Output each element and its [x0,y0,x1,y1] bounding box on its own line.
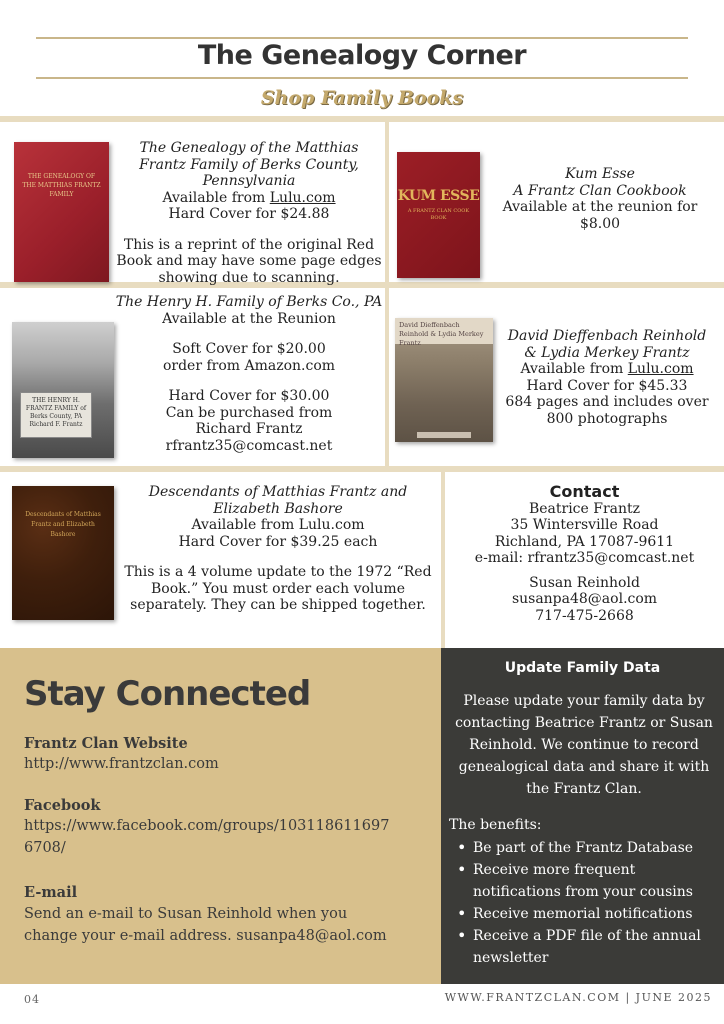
contact-cell [445,472,724,648]
cover-label: THE HENRY H. FRANTZ FAMILY of Berks County, PA Richard F. Frantz [20,392,92,438]
book-info-matthias [114,140,384,286]
books-grid [0,116,724,648]
book-info-kum-esse [485,166,715,232]
stay-connected-title: Stay Connected [24,674,311,714]
website-label: Frantz Clan Website [24,735,188,752]
book-title-2: & Lydia Merkey Frantz [524,344,690,361]
book-cover-matthias [14,142,109,282]
book-title: David Dieffenbach Reinhold [507,328,707,344]
cover-title: KUM ESSE [397,188,480,204]
hard-cover-source: Can be purchased from [165,404,333,421]
contact-city-1: Richland, PA 17087-9611 [494,533,675,550]
contact-block [445,484,724,624]
cover-header: David Dieffenbach Reinhold & Lydia Merkey Frantz [395,318,493,344]
benefit-item: • Receive a PDF file of the annual newsletter [455,925,717,969]
book-subtitle: A Frantz Clan Cookbook [513,182,687,199]
book-price: Hard Cover for $39.25 each [178,533,378,550]
cover-text: THE GENEALOGY OF THE MATTHIAS FRANTZ FAMILY [22,173,101,198]
contact-phone-2: 717-475-2668 [535,607,634,624]
avail-text: Available from [520,361,628,377]
contact-name-1: Beatrice Frantz [528,500,641,517]
contact-title: Contact [549,482,620,501]
book-cover-david [395,318,493,442]
book-pages: 684 pages and includes over 800 photographs [505,394,709,427]
book-cover-henry [12,322,114,458]
book-cell-henry [0,288,385,466]
contact-address-1: 35 Wintersville Road [510,517,659,533]
hard-cover-seller: Richard Frantz [195,421,303,437]
page-title: The Genealogy Corner [197,40,527,71]
contact-name-2: Susan Reinhold [529,574,640,591]
cover-footer [417,432,471,438]
cover-subtitle: A FRANTZ CLAN COOK BOOK [407,208,470,221]
benefits-title: The benefits: [449,817,542,833]
book-title: The Henry H. Family of Berks Co., PA [115,294,383,310]
soft-cover-price: Soft Cover for $20.00 [172,341,326,357]
benefit-item: • Receive memorial notifications [455,903,717,925]
update-text: Please update your family data by contacting Beatrice Frantz or Susan Reinhold. We continue to record genealogical data and share it with the Frantz Clan. [455,693,713,797]
benefits-list [455,837,717,969]
book-info-descendants [120,484,436,614]
book-cover-kum-esse [397,152,480,278]
book-price: Hard Cover for $45.33 [526,377,688,394]
contact-email-1: e-mail: rfrantz35@comcast.net [474,550,695,566]
section-subtitle: Shop Family Books [260,87,464,109]
book-note: This is a reprint of the original Red Book and may have some page edges showing due to scanning. [116,236,382,286]
book-cover-descendants [12,486,114,620]
book-info-david [493,328,721,427]
lulu-link[interactable]: Lulu.com [627,361,694,377]
title-rule [36,77,688,79]
book-availability: Available at the reunion for $8.00 [502,199,698,232]
lulu-link[interactable]: Lulu.com [269,189,336,206]
book-title: Descendants of Matthias Frantz and Elizabeth Bashore [148,484,408,517]
cover-text: Descendants of Matthias Frantz and Elizabeth Bashore [25,511,101,538]
benefit-item: • Be part of the Frantz Database [455,837,717,859]
book-cell-matthias [0,122,385,286]
book-cell-descendants [0,472,441,648]
facebook-label: Facebook [24,797,101,814]
book-cell-david [389,288,724,466]
facebook-url[interactable]: https://www.facebook.com/groups/1031186116976708/ [24,818,390,856]
benefit-item: • Receive more frequent notifications from your cousins [455,859,717,903]
book-availability: Available from Lulu.com [191,517,365,533]
email-text: Send an e-mail to Susan Reinhold when you change your e-mail address. susanpa48@aol.com [24,906,387,944]
book-title: The Genealogy of the Matthias Frantz Family of Berks County, Pennsylvania [139,140,359,189]
page-number: 04 [24,993,40,1006]
book-price: Hard Cover for $24.88 [168,206,330,222]
contact-email-2: susanpa48@aol.com [511,591,658,607]
footer-site: WWW.FRANTZCLAN.COM | JUNE 2025 [444,991,712,1004]
soft-cover-source: order from Amazon.com [162,357,336,374]
avail-text: Available from [162,189,270,206]
book-cell-kum-esse [389,122,724,282]
email-label: E-mail [24,884,78,901]
hard-cover-price: Hard Cover for $30.00 [168,388,330,404]
seller-email: rfrantz35@comcast.net [165,437,333,454]
book-info-henry [114,294,384,454]
book-availability [493,361,721,378]
website-url[interactable]: http://www.frantzclan.com [24,756,219,772]
book-availability [114,190,384,207]
book-title: Kum Esse [565,166,635,182]
top-rule [36,37,688,39]
book-note: This is a 4 volume update to the 1972 “Red Book.” You must order each volume separately. They can be shipped together. [124,564,432,613]
update-title: Update Family Data [504,660,661,676]
book-availability: Available at the Reunion [162,310,336,327]
